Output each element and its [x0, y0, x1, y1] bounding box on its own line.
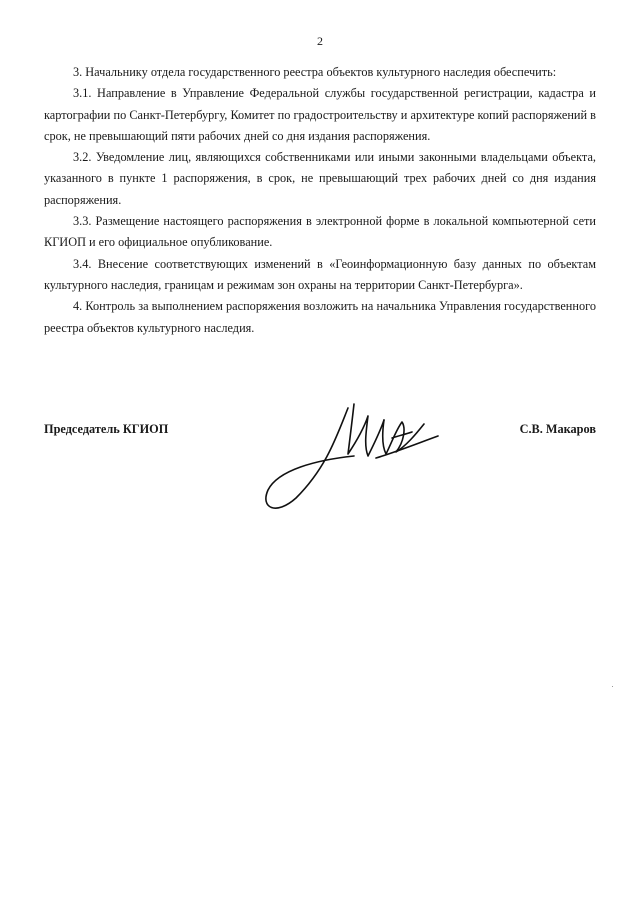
paragraph-3-3: 3.3. Размещение настоящего распоряжения в электронной форме в локальной компьютерной сети КГИОП и его официальное опубликование. [44, 214, 596, 250]
scan-speck [612, 686, 613, 687]
signature-block [44, 414, 596, 524]
document-body [44, 62, 596, 339]
paragraph-3-1: 3.1. Направление в Управление Федеральной службы государственной регистрации, кадастра и картографии по Санкт-Петербургу, Комитет по градостроительству и архитектуре копий распоряжений в срок, не превышающий пяти рабочих дней со дня издания распоряжения. [44, 86, 596, 143]
signatory-name: С.В. Макаров [519, 422, 596, 436]
paragraph-3-4: 3.4. Внесение соответствующих изменений в «Геоинформационную базу данных по объектам культурного наследия, границам и режимам зон охраны на территории Санкт-Петербурга». [44, 256, 596, 292]
signatory-position: Председатель КГИОП [44, 422, 169, 436]
page-number: 2 [317, 34, 323, 48]
paragraph-4: 4. Контроль за выполнением распоряжения возложить на начальника Управления государственного реестра объектов культурного наследия. [44, 299, 596, 335]
paragraph-3: 3. Начальнику отдела государственного реестра объектов культурного наследия обеспечить: [73, 65, 557, 79]
handwritten-signature [256, 398, 446, 518]
paragraph-3-2: 3.2. Уведомление лиц, являющихся собственниками или иными законными владельцами объекта, указанного в пункте 1 распоряжения, в срок, не превышающий трех рабочих дней со дня издания распоряжения. [44, 150, 596, 207]
